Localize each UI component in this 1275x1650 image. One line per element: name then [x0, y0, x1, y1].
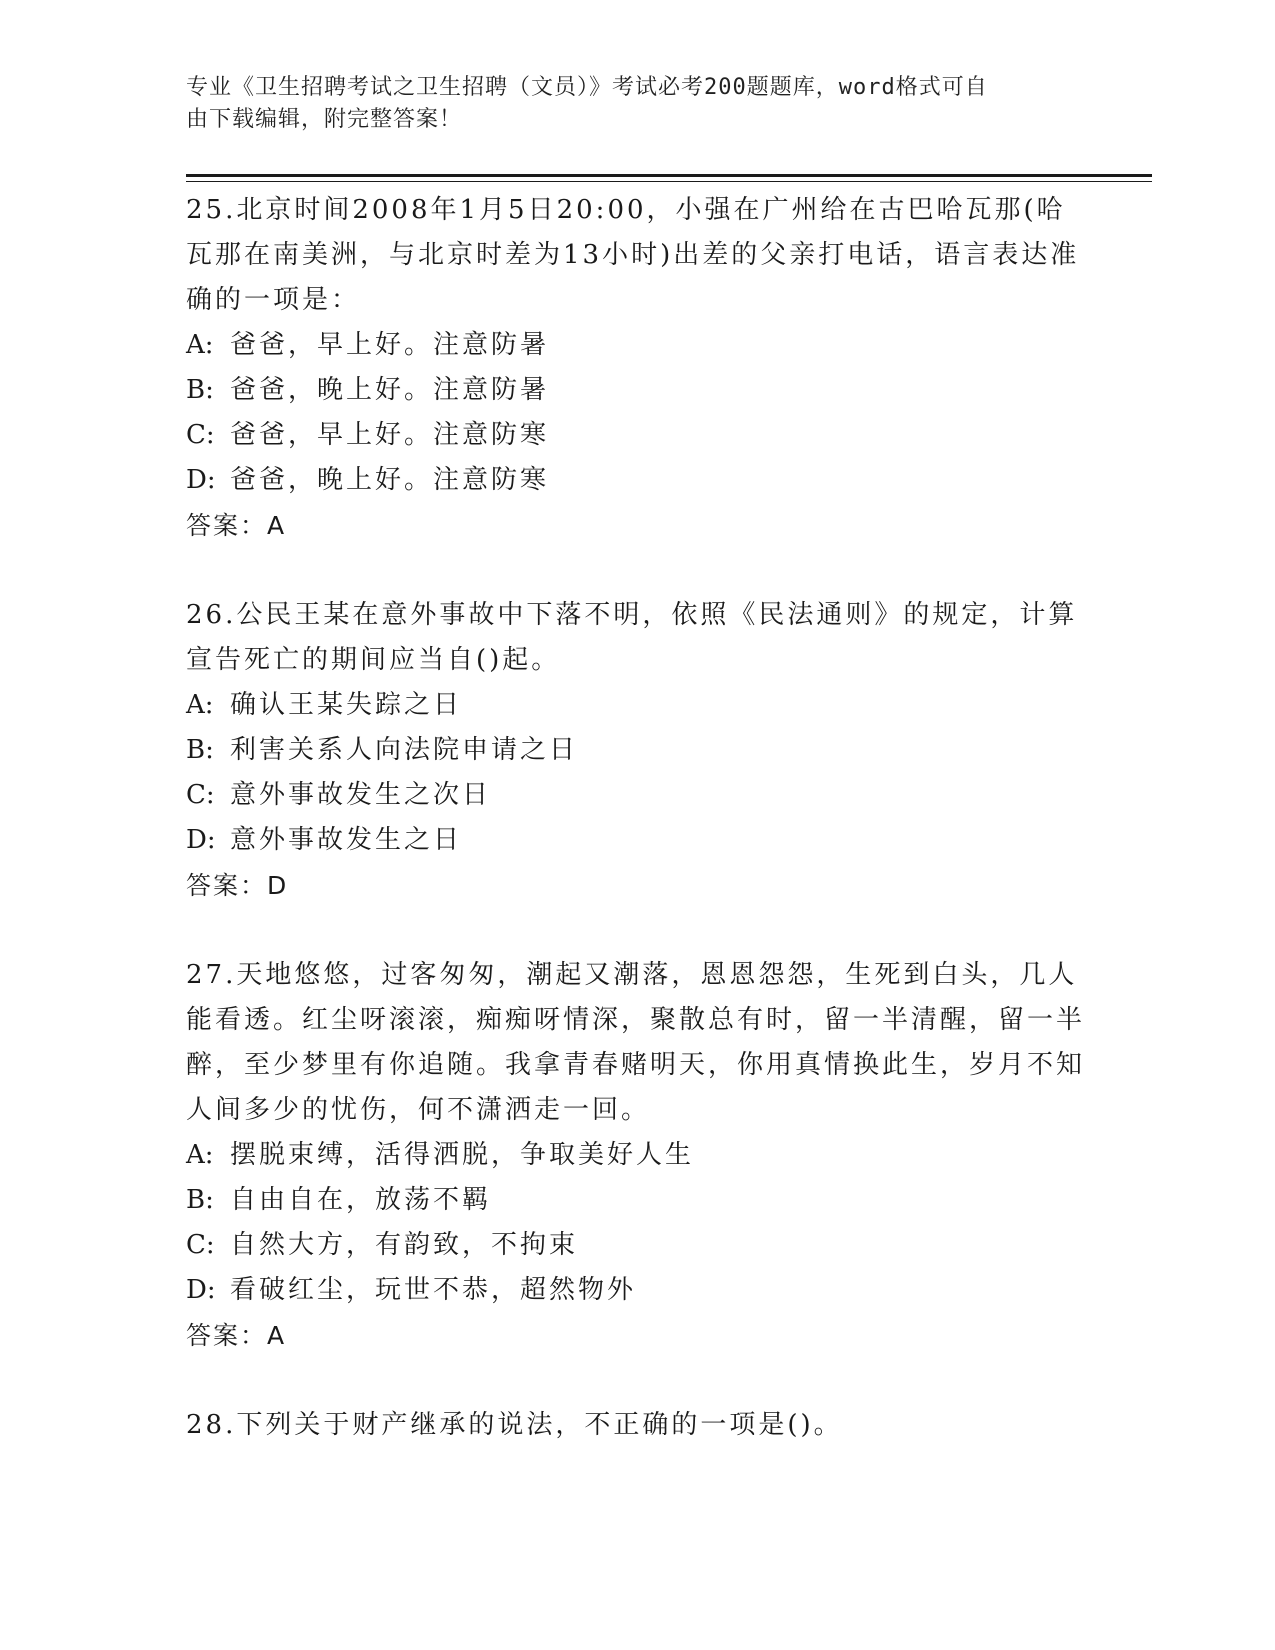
- option-a: [186, 323, 1086, 368]
- header-line-1: 专业《卫生招聘考试之卫生招聘（文员）》考试必考200题题库，word格式可自: [186, 75, 988, 100]
- answer-text: 答案：D: [186, 871, 289, 900]
- document-header: [186, 72, 1066, 136]
- question-stem: 25.北京时间2008年1月5日20:00，小强在广州给在古巴哈瓦那(哈瓦那在南美洲，与北京时差为13小时)出差的父亲打电话，语言表达准确的一项是：: [186, 195, 1080, 315]
- option-letter: D:: [186, 825, 216, 855]
- option-text: 爸爸，早上好。注意防寒: [230, 420, 550, 450]
- option-c: [186, 1223, 1086, 1268]
- option-text: 看破红尘，玩世不恭，超然物外: [230, 1275, 637, 1305]
- option-text: 爸爸，晚上好。注意防暑: [230, 375, 550, 405]
- question-stem: 28.下列关于财产继承的说法，不正确的一项是()。: [186, 1410, 843, 1440]
- header-rule-thick: [186, 174, 1152, 177]
- option-d: [186, 818, 1086, 863]
- question-stem: 27.天地悠悠，过客匆匆，潮起又潮落，恩恩怨怨，生死到白头，几人能看透。红尘呀滚滚，痴痴呀情深，聚散总有时，留一半清醒，留一半醉，至少梦里有你追随。我拿青春赌明天，你用真情换此生，岁月不知人间多少的忧伤，何不潇洒走一回。: [186, 960, 1086, 1125]
- option-letter: D:: [186, 465, 216, 495]
- question-26: [186, 593, 1086, 908]
- header-rule-thin: [186, 181, 1152, 182]
- option-text: 确认王某失踪之日: [230, 690, 463, 720]
- option-letter: C:: [186, 780, 215, 810]
- option-text: 爸爸，晚上好。注意防寒: [230, 465, 550, 495]
- option-letter: D:: [186, 1275, 216, 1305]
- option-text: 摆脱束缚，活得洒脱，争取美好人生: [230, 1140, 695, 1170]
- question-25: [186, 188, 1086, 548]
- header-line-2: 由下载编辑，附完整答案！: [186, 107, 463, 132]
- answer-text: 答案：A: [186, 1321, 287, 1350]
- option-a: [186, 683, 1086, 728]
- option-letter: B:: [186, 735, 214, 765]
- option-letter: C:: [186, 1230, 215, 1260]
- question-stem: 26.公民王某在意外事故中下落不明，依照《民法通则》的规定，计算宣告死亡的期间应当自()起。: [186, 600, 1078, 675]
- option-letter: C:: [186, 420, 215, 450]
- option-text: 爸爸，早上好。注意防暑: [230, 330, 550, 360]
- option-letter: A:: [186, 330, 214, 360]
- option-letter: A:: [186, 1140, 214, 1170]
- option-d: [186, 458, 1086, 503]
- option-text: 自由自在，放荡不羁: [230, 1185, 492, 1215]
- option-d: [186, 1268, 1086, 1313]
- option-a: [186, 1133, 1086, 1178]
- option-letter: A:: [186, 690, 214, 720]
- question-28: [186, 1403, 1086, 1448]
- option-text: 利害关系人向法院申请之日: [230, 735, 579, 765]
- option-letter: B:: [186, 375, 214, 405]
- option-c: [186, 413, 1086, 458]
- option-b: [186, 368, 1086, 413]
- option-text: 意外事故发生之日: [230, 825, 463, 855]
- question-list: [186, 188, 1086, 1493]
- option-b: [186, 1178, 1086, 1223]
- question-27: [186, 953, 1086, 1358]
- answer-text: 答案：A: [186, 511, 287, 540]
- option-text: 自然大方，有韵致，不拘束: [230, 1230, 579, 1260]
- option-letter: B:: [186, 1185, 214, 1215]
- option-b: [186, 728, 1086, 773]
- option-c: [186, 773, 1086, 818]
- option-text: 意外事故发生之次日: [230, 780, 492, 810]
